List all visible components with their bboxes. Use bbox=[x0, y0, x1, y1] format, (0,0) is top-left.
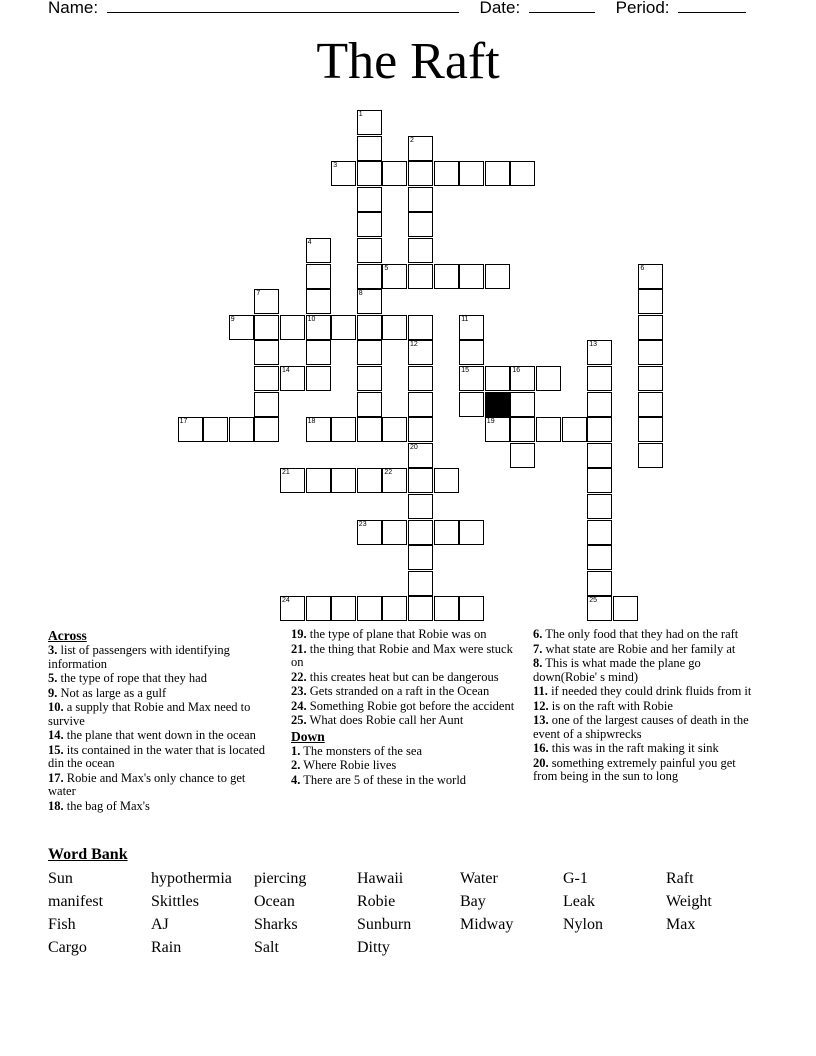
name-label: Name: bbox=[48, 0, 99, 17]
clue bbox=[533, 700, 761, 714]
grid-cell[interactable] bbox=[459, 392, 484, 417]
grid-cell[interactable] bbox=[254, 340, 279, 365]
word-bank bbox=[48, 867, 768, 959]
grid-cell[interactable] bbox=[382, 161, 407, 186]
grid-cell[interactable] bbox=[562, 417, 587, 442]
clue-number: 15. bbox=[48, 742, 64, 757]
down-clue-list bbox=[291, 745, 519, 788]
grid-cell[interactable] bbox=[408, 315, 433, 340]
grid-cell[interactable] bbox=[587, 520, 612, 545]
grid-cell[interactable] bbox=[254, 289, 279, 314]
grid-cell[interactable] bbox=[408, 187, 433, 212]
grid-cell[interactable] bbox=[638, 443, 663, 468]
grid-cell[interactable] bbox=[587, 340, 612, 365]
word-bank-item: piercing bbox=[254, 870, 307, 887]
clue-number: 23. bbox=[291, 684, 307, 698]
word-bank-item: Leak bbox=[563, 893, 595, 910]
clue-number: 12. bbox=[533, 698, 549, 713]
clue bbox=[533, 685, 761, 699]
grid-cell[interactable] bbox=[382, 468, 407, 493]
grid-cell[interactable] bbox=[408, 136, 433, 161]
grid-cell[interactable] bbox=[306, 468, 331, 493]
grid-cell[interactable] bbox=[536, 417, 561, 442]
grid-cell[interactable] bbox=[306, 264, 331, 289]
clue-number: 10. bbox=[48, 700, 64, 714]
clue-number: 14. bbox=[48, 728, 64, 742]
grid-cell[interactable] bbox=[459, 520, 484, 545]
grid-cell[interactable] bbox=[408, 468, 433, 493]
clue bbox=[48, 672, 276, 686]
clue-number: 18. bbox=[48, 798, 64, 813]
clue-number: 9 bbox=[230, 315, 235, 323]
clue-text: The only food that they had on the raft bbox=[542, 627, 739, 641]
word-bank-item: Water bbox=[460, 870, 498, 887]
clue-text: This is what made the plane go down(Robie' s mind) bbox=[533, 656, 701, 684]
grid-cell[interactable] bbox=[485, 161, 510, 186]
grid-cell[interactable] bbox=[459, 340, 484, 365]
clue-number: 6 bbox=[640, 264, 645, 272]
grid-cell[interactable] bbox=[306, 289, 331, 314]
grid-cell[interactable] bbox=[357, 366, 382, 391]
period-field[interactable] bbox=[678, 0, 746, 13]
clue-number: 25 bbox=[589, 597, 597, 605]
grid-cell[interactable] bbox=[382, 596, 407, 621]
grid-cell[interactable] bbox=[459, 366, 484, 391]
clue bbox=[291, 714, 519, 728]
grid-cell[interactable] bbox=[178, 417, 203, 442]
name-field[interactable] bbox=[107, 0, 459, 13]
grid-cell[interactable] bbox=[408, 545, 433, 570]
clue-number: 20 bbox=[410, 443, 418, 451]
grid-cell[interactable] bbox=[408, 161, 433, 186]
clue-text: one of the largest causes of death in the event of a shipwrecks bbox=[533, 713, 749, 741]
clue-number: 20. bbox=[533, 755, 549, 770]
grid-cell[interactable] bbox=[638, 289, 663, 314]
clue-text: Something Robie got before the accident bbox=[306, 698, 515, 713]
clue-number: 4 bbox=[307, 239, 312, 246]
grid-cell[interactable] bbox=[408, 520, 433, 545]
clue-text: Gets stranded on a raft in the Ocean bbox=[306, 684, 490, 698]
clue-text: the type of plane that Robie was on bbox=[306, 627, 487, 641]
grid-cell[interactable] bbox=[357, 392, 382, 417]
clue bbox=[533, 628, 761, 642]
grid-cell[interactable] bbox=[229, 417, 254, 442]
clue bbox=[533, 657, 761, 684]
clue-number: 25. bbox=[291, 713, 307, 727]
grid-cell[interactable] bbox=[357, 468, 382, 493]
word-bank-heading: Word Bank bbox=[48, 846, 128, 863]
grid-cell[interactable] bbox=[485, 417, 510, 442]
word-bank-item: Robie bbox=[357, 893, 396, 910]
clue-number: 22 bbox=[384, 469, 393, 477]
grid-cell[interactable] bbox=[408, 571, 433, 596]
grid-cell[interactable] bbox=[408, 212, 433, 237]
clue-number: 5. bbox=[48, 671, 58, 685]
grid-cell[interactable] bbox=[459, 596, 484, 621]
grid-cell[interactable] bbox=[357, 596, 382, 621]
word-bank-item: Raft bbox=[666, 870, 694, 887]
clue-number: 17. bbox=[48, 770, 64, 785]
clue-number: 17 bbox=[179, 418, 188, 426]
clue-number: 3. bbox=[48, 643, 58, 657]
clue-number: 24 bbox=[282, 597, 290, 605]
clue-text: a supply that Robie and Max need to survive bbox=[48, 700, 251, 728]
word-bank-item: AJ bbox=[151, 916, 169, 933]
clue-number: 23 bbox=[358, 520, 367, 528]
clue bbox=[291, 685, 519, 699]
grid-cell[interactable] bbox=[306, 596, 331, 621]
grid-cell[interactable] bbox=[587, 392, 612, 417]
grid-cell[interactable] bbox=[408, 596, 433, 621]
word-bank-item: G-1 bbox=[563, 870, 588, 887]
grid-cell[interactable] bbox=[638, 417, 663, 442]
grid-cell[interactable] bbox=[254, 366, 279, 391]
grid-cell[interactable] bbox=[408, 392, 433, 417]
clue bbox=[291, 671, 519, 685]
grid-cell[interactable] bbox=[613, 596, 638, 621]
clue-number: 16 bbox=[512, 367, 521, 374]
grid-cell[interactable] bbox=[357, 340, 382, 365]
clue-text: the type of rope that they had bbox=[57, 671, 207, 685]
period-label: Period: bbox=[615, 0, 670, 17]
clue bbox=[291, 774, 519, 788]
across-clue-list bbox=[48, 644, 276, 813]
clue-number: 14 bbox=[282, 367, 290, 374]
grid-cell[interactable] bbox=[331, 417, 356, 442]
grid-cell[interactable] bbox=[229, 315, 254, 340]
word-bank-item: Ocean bbox=[254, 893, 295, 910]
clue-number: 5 bbox=[384, 264, 389, 272]
grid-cell[interactable] bbox=[587, 443, 612, 468]
clue-text: Where Robie lives bbox=[300, 758, 397, 772]
clue-number: 9. bbox=[48, 685, 58, 700]
down-clue-list-continued bbox=[533, 628, 761, 784]
word-bank-item: Salt bbox=[254, 939, 279, 956]
grid-cell[interactable] bbox=[638, 264, 663, 289]
grid-cell[interactable] bbox=[434, 596, 459, 621]
grid-cell[interactable] bbox=[638, 392, 663, 417]
clue-number: 7. bbox=[533, 641, 543, 656]
clue-text: something extremely painful you get from being in the sun to long bbox=[533, 755, 736, 783]
clue-number: 12 bbox=[410, 341, 418, 349]
clue-number: 10 bbox=[307, 315, 316, 323]
clue-text: the plane that went down in the ocean bbox=[63, 728, 256, 742]
clue-number: 11. bbox=[533, 684, 548, 698]
grid-cell[interactable] bbox=[638, 340, 663, 365]
clue-number: 8. bbox=[533, 656, 543, 670]
grid-cell[interactable] bbox=[306, 238, 331, 263]
grid-cell[interactable] bbox=[331, 468, 356, 493]
clue-number: 8 bbox=[358, 290, 363, 298]
clue bbox=[291, 628, 519, 642]
grid-cell[interactable] bbox=[357, 238, 382, 263]
grid-cell[interactable] bbox=[587, 596, 612, 621]
clue-number: 1. bbox=[291, 743, 301, 758]
word-bank-item: Nylon bbox=[563, 916, 603, 933]
grid-cell[interactable] bbox=[357, 187, 382, 212]
clue-number: 1 bbox=[358, 111, 363, 118]
grid-cell[interactable] bbox=[408, 340, 433, 365]
clue bbox=[533, 757, 761, 784]
clue-text: what state are Robie and her family at bbox=[542, 641, 736, 656]
grid-cell[interactable] bbox=[459, 264, 484, 289]
grid-cell[interactable] bbox=[382, 315, 407, 340]
word-bank-item: Bay bbox=[460, 893, 486, 910]
clue bbox=[48, 729, 276, 743]
word-bank-item: Sharks bbox=[254, 916, 298, 933]
grid-cell[interactable] bbox=[434, 520, 459, 545]
grid-cell[interactable] bbox=[408, 417, 433, 442]
grid-cell[interactable] bbox=[587, 417, 612, 442]
grid-cell[interactable] bbox=[408, 366, 433, 391]
clue-number: 7 bbox=[256, 290, 261, 298]
grid-cell[interactable] bbox=[434, 264, 459, 289]
word-bank-item: Cargo bbox=[48, 939, 87, 956]
word-bank-item: Hawaii bbox=[357, 870, 404, 887]
clue-text: Not as large as a gulf bbox=[57, 685, 167, 700]
clue-number: 19. bbox=[291, 627, 307, 641]
grid-cell[interactable] bbox=[382, 264, 407, 289]
clue-text: What does Robie call her Aunt bbox=[306, 713, 464, 727]
word-bank-item: Midway bbox=[460, 916, 514, 933]
date-label: Date: bbox=[479, 0, 521, 17]
date-field[interactable] bbox=[529, 0, 595, 13]
clue bbox=[291, 759, 519, 773]
word-bank-item: Ditty bbox=[357, 939, 390, 956]
clue bbox=[48, 701, 276, 728]
grid-cell[interactable] bbox=[485, 366, 510, 391]
clue-number: 13. bbox=[533, 713, 549, 727]
clues-column-3 bbox=[533, 628, 761, 785]
grid-cell[interactable] bbox=[331, 161, 356, 186]
clues-column-2 bbox=[291, 628, 519, 788]
grid-cell[interactable] bbox=[510, 392, 535, 417]
grid-cell[interactable] bbox=[254, 315, 279, 340]
clue-text: the thing that Robie and Max were stuck on bbox=[291, 641, 513, 669]
grid-cell[interactable] bbox=[357, 110, 382, 135]
across-clue-list-continued bbox=[291, 628, 519, 728]
grid-cell[interactable] bbox=[357, 520, 382, 545]
grid-cell[interactable] bbox=[254, 417, 279, 442]
clue-number: 21 bbox=[282, 469, 290, 477]
grid-cell[interactable] bbox=[357, 136, 382, 161]
grid-cell[interactable] bbox=[510, 443, 535, 468]
grid-cell[interactable] bbox=[408, 443, 433, 468]
clue-number: 11 bbox=[461, 315, 469, 323]
clue-text: if needed they could drink fluids from it bbox=[547, 684, 752, 698]
grid-cell[interactable] bbox=[459, 315, 484, 340]
word-bank-item: hypothermia bbox=[151, 870, 232, 887]
grid-cell[interactable] bbox=[357, 289, 382, 314]
clue-number: 4. bbox=[291, 772, 301, 787]
clue bbox=[48, 644, 276, 671]
grid-cell[interactable] bbox=[510, 366, 535, 391]
grid-cell[interactable] bbox=[306, 315, 331, 340]
clue-number: 16. bbox=[533, 741, 549, 755]
clue-text: The monsters of the sea bbox=[300, 743, 422, 758]
grid-cell[interactable] bbox=[280, 596, 305, 621]
grid-cell[interactable] bbox=[510, 417, 535, 442]
down-heading: Down bbox=[291, 728, 325, 744]
clue-number: 24. bbox=[291, 698, 307, 713]
grid-cell[interactable] bbox=[638, 366, 663, 391]
grid-cell[interactable] bbox=[434, 468, 459, 493]
grid-cell[interactable] bbox=[331, 596, 356, 621]
word-bank-item: manifest bbox=[48, 893, 104, 910]
grid-cell[interactable] bbox=[587, 366, 612, 391]
grid-cell[interactable] bbox=[638, 315, 663, 340]
word-bank-item: Sunburn bbox=[357, 916, 412, 933]
grid-cell[interactable] bbox=[357, 161, 382, 186]
grid-cell[interactable] bbox=[280, 315, 305, 340]
grid-cell[interactable] bbox=[408, 494, 433, 519]
grid-cell[interactable] bbox=[587, 494, 612, 519]
clue bbox=[48, 687, 276, 701]
clue bbox=[48, 800, 276, 814]
grid-cell[interactable] bbox=[306, 366, 331, 391]
grid-cell[interactable] bbox=[357, 417, 382, 442]
clue bbox=[533, 714, 761, 741]
page-title: The Raft bbox=[316, 33, 500, 90]
clue bbox=[533, 643, 761, 657]
word-bank-item: Skittles bbox=[151, 893, 200, 910]
clue-number: 2 bbox=[410, 136, 414, 144]
clues-column-1 bbox=[48, 628, 276, 814]
clue bbox=[291, 643, 519, 670]
clue-number: 2. bbox=[291, 758, 301, 772]
word-bank-item: Fish bbox=[48, 916, 76, 933]
clue bbox=[291, 745, 519, 759]
grid-cell[interactable] bbox=[203, 417, 228, 442]
grid-cell[interactable] bbox=[382, 520, 407, 545]
student-info-header bbox=[48, 0, 746, 18]
clue bbox=[291, 700, 519, 714]
clue-number: 21. bbox=[291, 641, 307, 656]
clue-text: the bag of Max's bbox=[63, 798, 150, 813]
grid-cell[interactable] bbox=[587, 571, 612, 596]
grid-cell[interactable] bbox=[357, 264, 382, 289]
word-bank-item: Rain bbox=[151, 939, 182, 956]
grid-cell[interactable] bbox=[510, 161, 535, 186]
grid-cell[interactable] bbox=[254, 392, 279, 417]
clue-number: 13 bbox=[589, 341, 597, 349]
grid-cell[interactable] bbox=[485, 264, 510, 289]
clue bbox=[48, 744, 276, 771]
word-bank-item: Weight bbox=[666, 893, 712, 910]
grid-cell[interactable] bbox=[459, 161, 484, 186]
clue-text: this creates heat but can be dangerous bbox=[306, 669, 499, 684]
clue-number: 22. bbox=[291, 669, 307, 684]
grid-cell[interactable] bbox=[536, 366, 561, 391]
clue bbox=[48, 772, 276, 799]
grid-cell[interactable] bbox=[408, 238, 433, 263]
grid-cell[interactable] bbox=[408, 264, 433, 289]
grid-cell[interactable] bbox=[357, 315, 382, 340]
grid-cell[interactable] bbox=[587, 545, 612, 570]
grid-cell[interactable] bbox=[382, 417, 407, 442]
clue-text: its contained in the water that is located din the ocean bbox=[48, 742, 265, 770]
word-bank-item: Sun bbox=[48, 870, 73, 887]
clue-number: 15 bbox=[461, 367, 469, 374]
grid-cell[interactable] bbox=[306, 417, 331, 442]
word-bank-item: Max bbox=[666, 916, 696, 933]
black-cell bbox=[485, 392, 510, 417]
clue-text: There are 5 of these in the world bbox=[300, 772, 467, 787]
clue-text: Robie and Max's only chance to get water bbox=[48, 770, 246, 798]
clue-number: 3 bbox=[333, 162, 338, 170]
grid-cell[interactable] bbox=[280, 468, 305, 493]
clue-number: 19 bbox=[486, 418, 495, 426]
grid-cell[interactable] bbox=[280, 366, 305, 391]
grid-cell[interactable] bbox=[434, 161, 459, 186]
clue-text: list of passengers with identifying information bbox=[48, 643, 230, 671]
grid-cell[interactable] bbox=[306, 340, 331, 365]
grid-cell[interactable] bbox=[331, 315, 356, 340]
across-heading: Across bbox=[48, 628, 87, 643]
clue-text: is on the raft with Robie bbox=[548, 698, 673, 713]
clue-number: 18 bbox=[307, 418, 316, 426]
clue bbox=[533, 742, 761, 756]
clue-number: 6. bbox=[533, 627, 543, 641]
clue-text: this was in the raft making it sink bbox=[548, 741, 719, 755]
grid-cell[interactable] bbox=[587, 468, 612, 493]
grid-cell[interactable] bbox=[357, 212, 382, 237]
